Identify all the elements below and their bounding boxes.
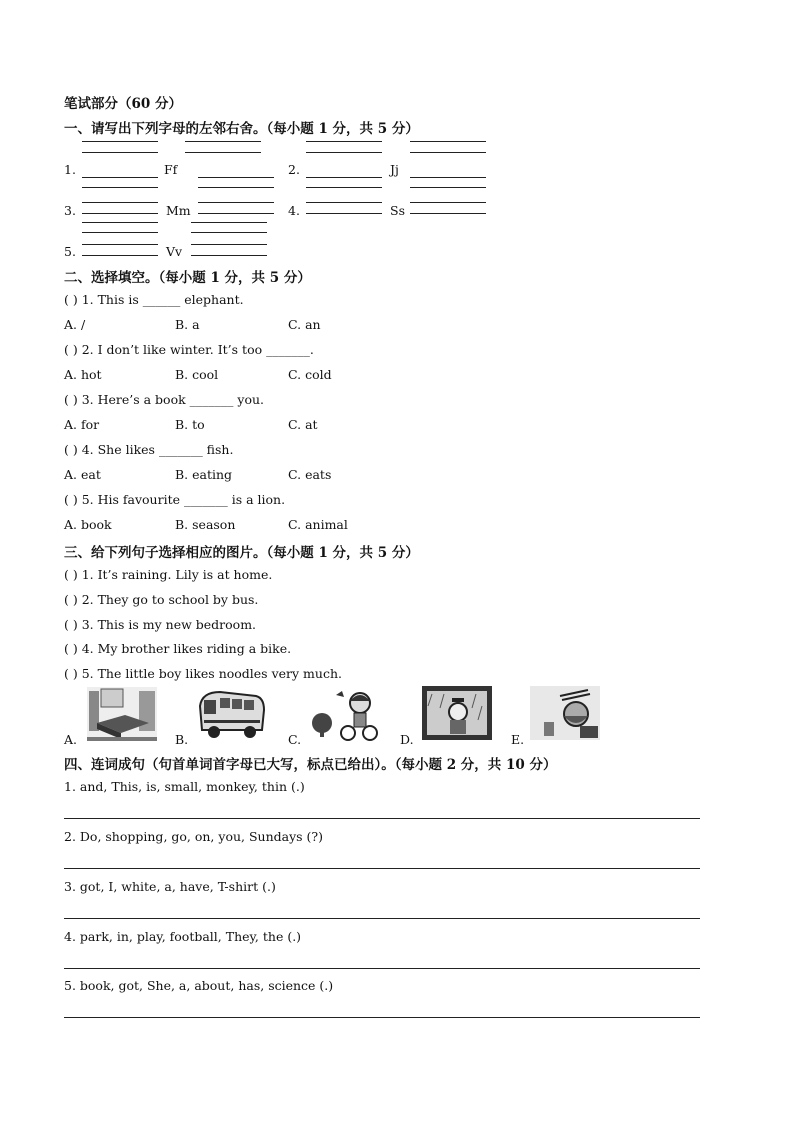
blank-line[interactable] xyxy=(185,141,261,142)
option-a[interactable]: A. for xyxy=(64,417,100,432)
blank-line[interactable] xyxy=(82,232,158,233)
blank-line[interactable] xyxy=(306,177,382,178)
picture-label-c: C. xyxy=(288,732,302,747)
blank-line[interactable] xyxy=(82,213,158,214)
blank-line[interactable] xyxy=(191,232,267,233)
blank-line[interactable] xyxy=(191,244,267,245)
picture-sentence: ( ) 3. This is my new bedroom. xyxy=(64,617,257,632)
blank-line[interactable] xyxy=(82,244,158,245)
blank-line[interactable] xyxy=(185,152,261,153)
blank-line[interactable] xyxy=(306,187,382,188)
paper-title: 笔试部分（60 分） xyxy=(64,96,182,112)
option-b[interactable]: B. eating xyxy=(175,467,233,482)
option-c[interactable]: C. at xyxy=(288,417,318,432)
blank-line[interactable] xyxy=(82,255,158,256)
blank-line[interactable] xyxy=(198,213,274,214)
boy-riding-bike-picture xyxy=(308,687,378,741)
option-a[interactable]: A. hot xyxy=(64,367,102,382)
blank-line[interactable] xyxy=(82,187,158,188)
blank-line[interactable] xyxy=(410,202,486,203)
blank-line[interactable] xyxy=(82,222,158,223)
answer-line[interactable] xyxy=(64,818,700,819)
picture-sentence: ( ) 1. It’s raining. Lily is at home. xyxy=(64,567,273,582)
section3-heading: 三、给下列句子选择相应的图片。（每小题 1 分，共 5 分） xyxy=(64,545,419,561)
picture-label-b: B. xyxy=(175,732,189,747)
picture-sentence: ( ) 5. The little boy likes noodles very much. xyxy=(64,666,342,681)
item-number: 2. xyxy=(288,162,300,177)
option-a[interactable]: A. book xyxy=(64,517,112,532)
option-a[interactable]: A. / xyxy=(64,317,86,332)
blank-line[interactable] xyxy=(82,177,158,178)
blank-line[interactable] xyxy=(82,141,158,142)
option-b[interactable]: B. to xyxy=(175,417,205,432)
option-a[interactable]: A. eat xyxy=(64,467,101,482)
option-c[interactable]: C. an xyxy=(288,317,321,332)
option-c[interactable]: C. eats xyxy=(288,467,332,482)
blank-line[interactable] xyxy=(410,141,486,142)
blank-line[interactable] xyxy=(306,213,382,214)
blank-line[interactable] xyxy=(191,255,267,256)
blank-line[interactable] xyxy=(82,202,158,203)
given-letter: Ss xyxy=(390,203,405,218)
option-c[interactable]: C. cold xyxy=(288,367,332,382)
rainy-window-picture xyxy=(422,686,492,740)
question-stem: ( ) 2. I don’t like winter. It’s too _______. xyxy=(64,342,314,357)
picture-label-d: D. xyxy=(400,732,414,747)
blank-line[interactable] xyxy=(198,187,274,188)
answer-line[interactable] xyxy=(64,968,700,969)
given-letter: Ff xyxy=(164,162,178,177)
option-b[interactable]: B. cool xyxy=(175,367,219,382)
picture-sentence: ( ) 2. They go to school by bus. xyxy=(64,592,259,607)
word-order-item: 2. Do, shopping, go, on, you, Sundays (?) xyxy=(64,829,323,844)
section1-heading: 一、请写出下列字母的左邻右舍。（每小题 1 分，共 5 分） xyxy=(64,121,419,137)
section4-heading: 四、连词成句（句首单词首字母已大写，标点已给出）。（每小题 2 分，共 10 分） xyxy=(64,757,557,773)
given-letter: Mm xyxy=(166,203,191,218)
blank-line[interactable] xyxy=(198,177,274,178)
blank-line[interactable] xyxy=(306,152,382,153)
given-letter: Jj xyxy=(390,162,399,177)
item-number: 3. xyxy=(64,203,76,218)
option-b[interactable]: B. season xyxy=(175,517,236,532)
picture-sentence: ( ) 4. My brother likes riding a bike. xyxy=(64,641,292,656)
answer-line[interactable] xyxy=(64,868,700,869)
school-bus-picture xyxy=(196,686,266,740)
word-order-item: 3. got, I, white, a, have, T-shirt (.) xyxy=(64,879,276,894)
item-number: 4. xyxy=(288,203,300,218)
picture-label-a: A. xyxy=(64,732,78,747)
answer-line[interactable] xyxy=(64,1017,700,1018)
word-order-item: 4. park, in, play, football, They, the (.) xyxy=(64,929,302,944)
question-stem: ( ) 1. This is ______ elephant. xyxy=(64,292,244,307)
word-order-item: 1. and, This, is, small, monkey, thin (.) xyxy=(64,779,305,794)
boy-eating-noodles-picture xyxy=(530,686,600,740)
blank-line[interactable] xyxy=(306,202,382,203)
blank-line[interactable] xyxy=(410,213,486,214)
option-c[interactable]: C. animal xyxy=(288,517,348,532)
answer-line[interactable] xyxy=(64,918,700,919)
item-number: 1. xyxy=(64,162,76,177)
blank-line[interactable] xyxy=(410,187,486,188)
question-stem: ( ) 5. His favourite _______ is a lion. xyxy=(64,492,286,507)
section2-heading: 二、选择填空。（每小题 1 分，共 5 分） xyxy=(64,270,311,286)
question-stem: ( ) 4. She likes _______ fish. xyxy=(64,442,234,457)
blank-line[interactable] xyxy=(410,177,486,178)
option-b[interactable]: B. a xyxy=(175,317,200,332)
picture-label-e: E. xyxy=(511,732,525,747)
blank-line[interactable] xyxy=(198,202,274,203)
word-order-item: 5. book, got, She, a, about, has, science (.) xyxy=(64,978,334,993)
blank-line[interactable] xyxy=(306,141,382,142)
blank-line[interactable] xyxy=(410,152,486,153)
blank-line[interactable] xyxy=(82,152,158,153)
item-number: 5. xyxy=(64,244,76,259)
blank-line[interactable] xyxy=(191,222,267,223)
bedroom-picture xyxy=(87,687,157,741)
question-stem: ( ) 3. Here’s a book _______ you. xyxy=(64,392,264,407)
given-letter: Vv xyxy=(166,244,183,259)
